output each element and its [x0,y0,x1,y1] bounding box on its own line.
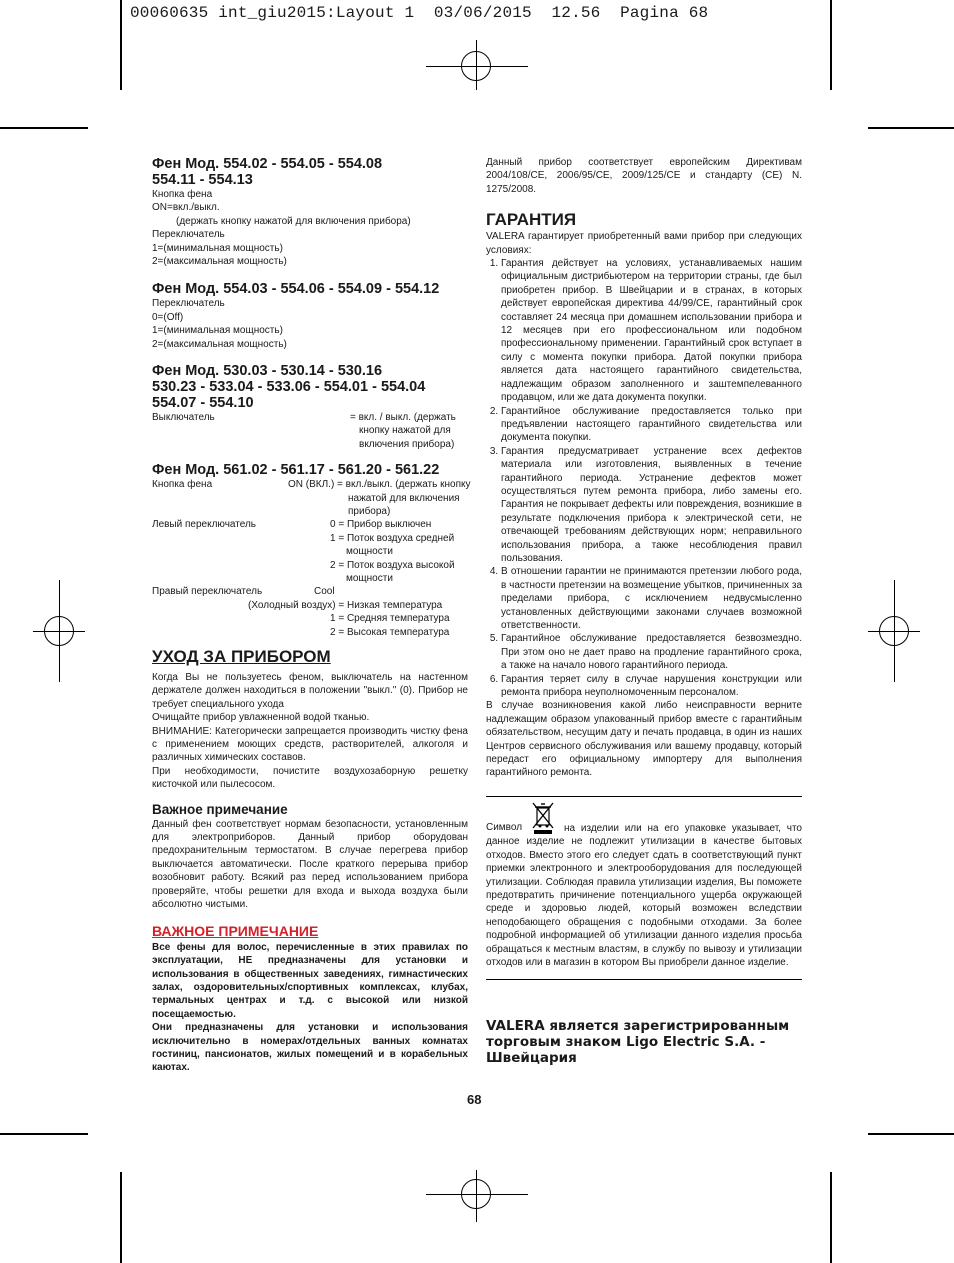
paragraph: В случае возникновения какой либо неисправности верните надлежащим образом упакованный прибор вместе с гарантийным обязательством, несущим дату и печать продавца, в один из наших Центров сервисного обслуживания или вашему продавцу, который передаст его официальному импортеру для выполнения гарантийного ремонта. [486,700,802,779]
section-title: ВАЖНОЕ ПРИМЕЧАНИЕ [152,923,319,940]
left-switch-value: мощности [346,572,393,584]
paragraph: Данный фен соответствует нормам безопасности, установленным для электроприборов. Данный прибор оборудован предохранительным термостатом. В случае перегрева прибор выключается автоматически. После краткого перерыва прибор возобновит работу. Всякий раз перед использованием прибора проверяйте, чтобы решетки для входа и выхода воздуха были абсолютно чистыми. [152,818,468,911]
crop-mark [120,1172,122,1263]
left-switch-label: Левый переключатель [152,519,256,531]
text-line: 1=(минимальная мощность) [152,325,283,337]
model-block-4 [152,462,471,639]
text-line: 0=(Off) [152,311,184,323]
left-switch-value: мощности [346,546,393,558]
model-block-1 [152,156,468,268]
list-item: 3. Гарантия предусматривает устранение всех дефектов материала или изготовления, выявленных в течение гарантийного периода. Устранение дефектов может осуществляться путем ремонта прибора, либо замены его. Гарантия не покрывает дефекты или повреждения, возникшие в результате подключения прибора к электрической сети, не отвечающей требованиям действующих норм; неправильного использования прибора, а также несоблюдения правил пользования. [501,445,802,566]
paragraph: При необходимости, почистите воздухозаборную решетку кисточкой или пылесосом. [152,765,468,791]
paragraph [486,822,802,969]
list-item: 1. Гарантия действует на условиях, устанавливаемых нашим официальным дистрибьютером на территории страны, где был приобретен прибор. В Швейцарии и в странах, в которых действует европейская директива 44/99/CE, гарантийный срок составляет 24 месяца при домашнем использовании прибора и 12 месяцев при его профессиональном или подобном профессиональному применении. Гарантийный срок вступает в силу с момента покупки прибора. Датой покупки прибора является дата настоящего гарантийного свидетельства, надлежащим образом заполненного и заштемпелеванного продавцом, или же дата документа покупки. [501,257,802,404]
model-title: 530.23 - 533.04 - 533.06 - 554.01 - 554.04 [152,379,426,396]
switch-value: включения прибора) [359,438,455,450]
crop-mark [830,1172,832,1263]
warranty-terms-list [486,257,802,699]
button-value: ON (ВКЛ.) = вкл./выкл. (держать кнопку [288,479,471,491]
trademark-line: VALERA является зарегистрированным [486,1018,790,1035]
compliance-paragraph: Данный прибор соответствует европейским Директивам 2004/108/CE, 2006/95/CE, 2009/125/CE и стандарту (CE) N. 1275/2008. [486,157,802,195]
paragraph: Когда Вы не пользуетесь феном, выключатель на настенном держателе должен находиться в положении "выкл." (0). Прибор не требует специального ухода [152,671,468,710]
trademark [486,1018,802,1066]
button-value: нажатой для включения [348,492,460,504]
model-block-2 [152,281,468,351]
right-switch-label: Правый переключатель [152,586,263,598]
text-line: 2=(максимальная мощность) [152,256,287,268]
model-title: Фен Мод. 554.03 - 554.06 - 554.09 - 554.12 [152,281,440,298]
crop-mark [830,0,832,90]
left-switch-value: 1 = Поток воздуха средней [330,532,455,544]
switch-value: кнопку нажатой для [359,425,451,437]
text-line: Кнопка фена [152,189,213,200]
paragraph: Они предназначены для установки и использования исключительно в номерах/отдельных ванных комнатах гостиниц, пансионатов, жилых помещений и в корабельных каютах. [152,1022,468,1074]
weee-text: на изделии или на его упаковке указывает, что данное изделие не подлежит утилизации в качестве бытовых отходов. Вместо этого его следует сдать в соответствующий пункт приемки электронного и электрооборудования для последующей утилизации. Соблюдая правила утилизации изделия, Вы поможете предотвратить причинение потенциального ущерба окружающей среде и здоровью людей, который возможен вследствии неподобающего обращения с подобными отходами. За более подробной информацией об утилизации данного изделия просьба обращаться к местным властям, в службу по вывозу и утилизации отходов или в магазин в котором Вы приобрели данное изделие. [486,822,802,968]
model-title: 554.07 - 554.10 [152,395,254,412]
page-number: 68 [467,1092,482,1107]
button-value: прибора) [348,506,391,518]
text-line: 1=(минимальная мощность) [152,242,283,254]
right-switch-value: 1 = Средняя температура [330,613,450,625]
crop-mark [0,1133,88,1135]
list-item: 5. Гарантийное обслуживание предоставляется безвозмездно. При этом оно не дает право на продление гарантийного срока, а также на начало нового гарантийного периода. [501,632,802,672]
switch-value: = вкл. / выкл. (держать [350,412,456,424]
text-line: Переключатель [152,229,225,241]
weee-section [486,803,802,969]
right-column [486,156,802,1066]
trademark-line: торговым знаком Ligo Electric S.A. - Швейцария [486,1034,766,1067]
text-line: (держать кнопку нажатой для включения прибора) [176,215,411,227]
model-title: 554.11 - 554.13 [152,172,253,188]
list-item: 4. В отношении гарантии не принимаются претензии любого рода, в частности претензии на возмещение убытков, причиненных за пределами прибора, с исключением недвусмысленно установленных действующими законами случаев возможной ответственности. [501,565,802,632]
model-title: Фен Мод. 561.02 - 561.17 - 561.20 - 561.22 [152,462,440,479]
list-item: 2. Гарантийное обслуживание предоставляется только при предъявлении настоящего гарантийного свидетельства или документа покупки. [501,405,802,445]
important-note-2-section [152,925,468,1074]
care-section [152,647,468,792]
crossed-bin-icon [532,801,554,835]
right-switch-value: (Холодный воздух) = Низкая температура [248,599,443,611]
divider [486,979,802,980]
warranty-section [486,210,802,780]
crop-mark [868,127,954,129]
button-label: Кнопка фена [152,479,213,491]
left-column [152,156,471,1075]
paragraph: Все фены для волос, перечисленные в этих правилах по эксплуатации, НЕ предназначены для установки и использования в общественных заведениях, гимнастических залах, оздоровительных/спортивных комплексах, клубах, термальных центрах и т.д. с высокой или низкой посещаемостью. [152,941,468,1020]
left-switch-value: 0 = Прибор выключен [330,519,432,531]
right-switch-value: Cool [314,586,335,598]
print-slug: 00060635 int_giu2015:Layout 1 03/06/2015 12.56 Pagina 68 [130,4,709,22]
text-line: Переключатель [152,298,225,310]
paragraph: VALERA гарантирует приобретенный вами прибор при следующих условиях: [486,231,802,256]
paragraph: Очищайте прибор увлажненной водой тканью. [152,712,370,724]
text-line: ON=вкл./выкл. [152,202,220,214]
switch-label: Выключатель [152,412,215,424]
section-title: УХОД ЗА ПРИБОРОМ [152,646,331,666]
section-title: ГАРАНТИЯ [486,210,577,230]
left-switch-value: 2 = Поток воздуха высокой [330,559,455,571]
right-switch-value: 2 = Высокая температура [330,626,450,638]
list-item: 6. Гарантия теряет силу в случае нарушения конструкции или ремонта прибора неуполномоченным персоналом. [501,673,802,700]
text-line: 2=(максимальная мощность) [152,338,287,350]
paragraph: ВНИМАНИЕ: Категорически запрещается производить чистку фена с применением моющих средств, растворителей, алкоголя и различных химических составов. [152,725,468,764]
section-title: Важное примечание [152,801,288,817]
crop-mark [120,0,122,90]
symbol-word: Символ [486,822,523,834]
model-title: Фен Мод. 554.02 - 554.05 - 554.08 [152,156,383,172]
important-note-section [152,802,468,912]
divider [486,796,802,797]
model-title: Фен Мод. 530.03 - 530.14 - 530.16 [152,363,383,380]
model-block-3 [152,363,468,451]
crop-mark [0,127,88,129]
crop-mark [868,1133,954,1135]
